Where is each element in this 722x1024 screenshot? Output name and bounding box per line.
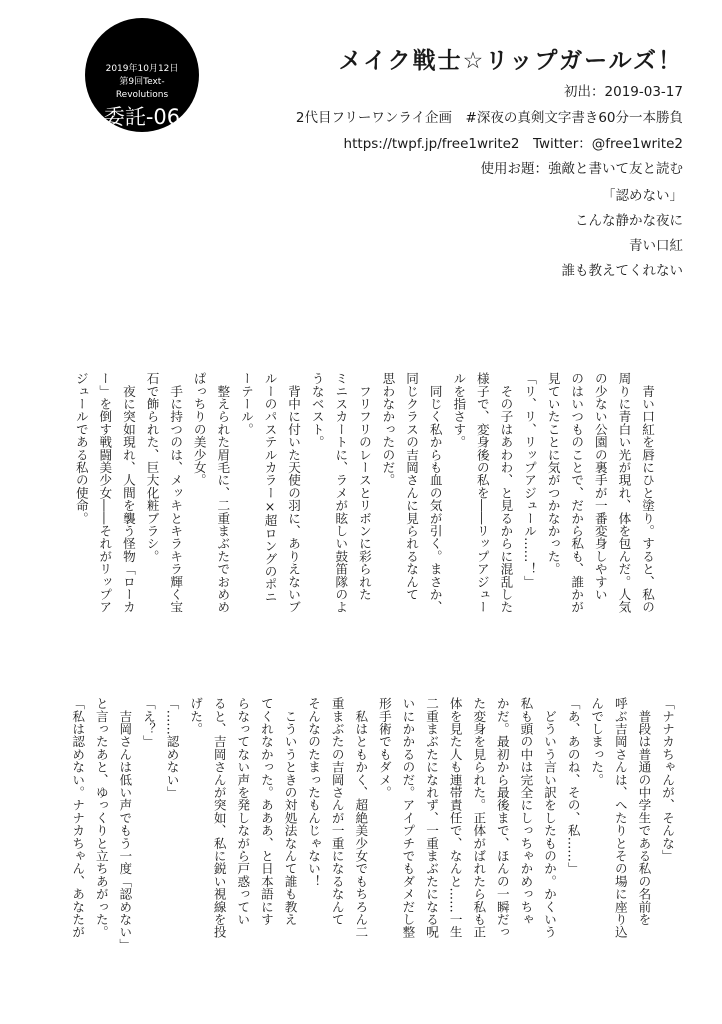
- text-column: 手に持つのは、メッキとキラキラ輝く宝: [168, 372, 184, 614]
- text-column: 青い口紅を唇にひと塗り。すると、私の: [640, 372, 655, 614]
- text-column: ーテール。: [238, 372, 254, 436]
- text-column: ジュールである私の使命。: [73, 372, 89, 525]
- text-column: 重まぶたの吉岡さんが一重になるなんて: [329, 697, 345, 926]
- text-column: た変身を見られた。正体がばれたら私も正: [471, 697, 487, 939]
- text-column: 「リ、リ、リップアジュール……！」: [522, 372, 538, 588]
- prompt-item: 青い口紅: [629, 238, 683, 254]
- badge-code: 委託-06: [103, 105, 181, 129]
- text-column: と言ったあと、ゆっくりと立ちあがった。: [93, 697, 109, 939]
- text-column: 背中に付いた天使の羽に、ありえないブ: [286, 372, 302, 614]
- badge-event-line1: 第9回Text-: [119, 77, 165, 87]
- event-badge: [85, 18, 199, 132]
- text-column: 夜に突如現れ、人間を襲う怪物「ローカ: [120, 372, 136, 614]
- text-column: らなってない声を発しながら戸惑ってい: [235, 697, 251, 926]
- text-column: 思わなかったのだ。: [380, 372, 396, 487]
- text-column: 私も頭の中は完全にしっちゃかめっちゃ: [518, 697, 534, 926]
- text-column: こういうときの対処法なんて誰も教え: [282, 697, 298, 926]
- text-column: 見ていたことに気がつかなかった。: [545, 372, 561, 576]
- first-published: 初出：2019-03-17: [564, 84, 683, 100]
- text-column: 同じクラスの吉岡さんに見られるなんて: [404, 372, 420, 601]
- prompt-item: 誰も教えてくれない: [561, 263, 683, 279]
- text-column: の少ない公園の裏手が一番変身しやすい: [592, 372, 608, 601]
- text-column: 周りに青白い光が現れ、体を包んだ。人気: [616, 372, 632, 614]
- story-title: メイク戦士☆リップガールズ！: [338, 48, 683, 74]
- text-column: てくれなかった。あああ、と日本語にす: [258, 697, 274, 926]
- text-column: 形手術でもダメ。: [376, 697, 392, 799]
- text-column: 吉岡さんは低い声でもう一度「認めない」: [117, 697, 133, 951]
- text-column: ルーのパステルカラー×超ロングのポニ: [262, 372, 278, 603]
- text-column: ると、吉岡さんが突如、私に鋭い視線を投: [211, 697, 227, 939]
- text-column: 「え？」: [140, 697, 156, 748]
- text-column: ミニスカートに、ラメが眩しい鼓笛隊のよ: [333, 372, 349, 614]
- project-line: 2代目フリーワンライ企画 #深夜の真剣文字書き60分一本勝負: [295, 110, 683, 126]
- text-column: 同じく私からも血の気が引く。まさか、: [427, 372, 443, 614]
- text-column: うなベスト。: [309, 372, 325, 449]
- text-column: 石で飾られた、巨大化粧ブラシ。: [144, 372, 160, 563]
- links-line: https://twpf.jp/free1write2 Twitter：@free1write2: [343, 136, 683, 152]
- text-column: 二重まぶたになれず、一重まぶたになる呪: [424, 697, 440, 939]
- text-column: 「私は認めない。ナナカちゃん、あなたが: [70, 697, 86, 939]
- story-text-top: [69, 372, 659, 662]
- text-column: 「あ、あのね、その、私……」: [565, 697, 581, 875]
- text-column: げた。: [188, 697, 204, 736]
- text-column: 様子で、変身後の私を――リップアジュー: [474, 372, 490, 614]
- text-column: そんなのたまったもんじゃない！: [306, 697, 322, 888]
- text-column: んでしまった。: [589, 697, 605, 786]
- text-column: 普段は普通の中学生である私の名前を: [636, 697, 652, 926]
- prompt-item: 「認めない」: [602, 188, 683, 204]
- text-column: いにかかるのだ。アイプチでもダメだし整: [400, 697, 416, 939]
- text-column: のはいつものことで、だから私も、誰かが: [569, 372, 585, 614]
- text-column: かだ。最初から最後まで、ほんの一瞬だっ: [494, 697, 510, 939]
- badge-date: 2019年10月12日: [105, 64, 179, 74]
- text-column: ー」を倒す戦闘美少女――それがリップア: [97, 372, 113, 614]
- text-column: 体を見た人も連帯責任で、なんと……一生: [447, 697, 463, 939]
- text-column: その子はあわわ、と見るからに混乱した: [498, 372, 514, 614]
- prompts-label: 使用お題：強敵と書いて友と読む: [480, 161, 683, 177]
- text-column: ルを指さす。: [451, 372, 467, 449]
- text-column: ぱっちりの美少女。: [191, 372, 207, 487]
- story-text-bottom: [66, 697, 679, 997]
- prompt-item: こんな静かな夜に: [575, 213, 683, 229]
- text-column: どういう言い訳をしたものか。かくいう: [542, 697, 558, 939]
- text-column: 整えられた眉毛に、二重まぶたでおめめ: [215, 372, 231, 614]
- badge-event-line2: Revolutions: [115, 90, 169, 100]
- text-column: 呼ぶ吉岡さんは、へたりとその場に座り込: [612, 697, 628, 939]
- text-column: 私はともかく、超絶美少女でもちろん二: [353, 697, 369, 939]
- text-column: 「……認めない」: [164, 697, 180, 799]
- text-column: 「ナナカちゃんが、そんな」: [660, 697, 675, 863]
- text-column: フリフリのレースとリボンに彩られた: [356, 372, 372, 601]
